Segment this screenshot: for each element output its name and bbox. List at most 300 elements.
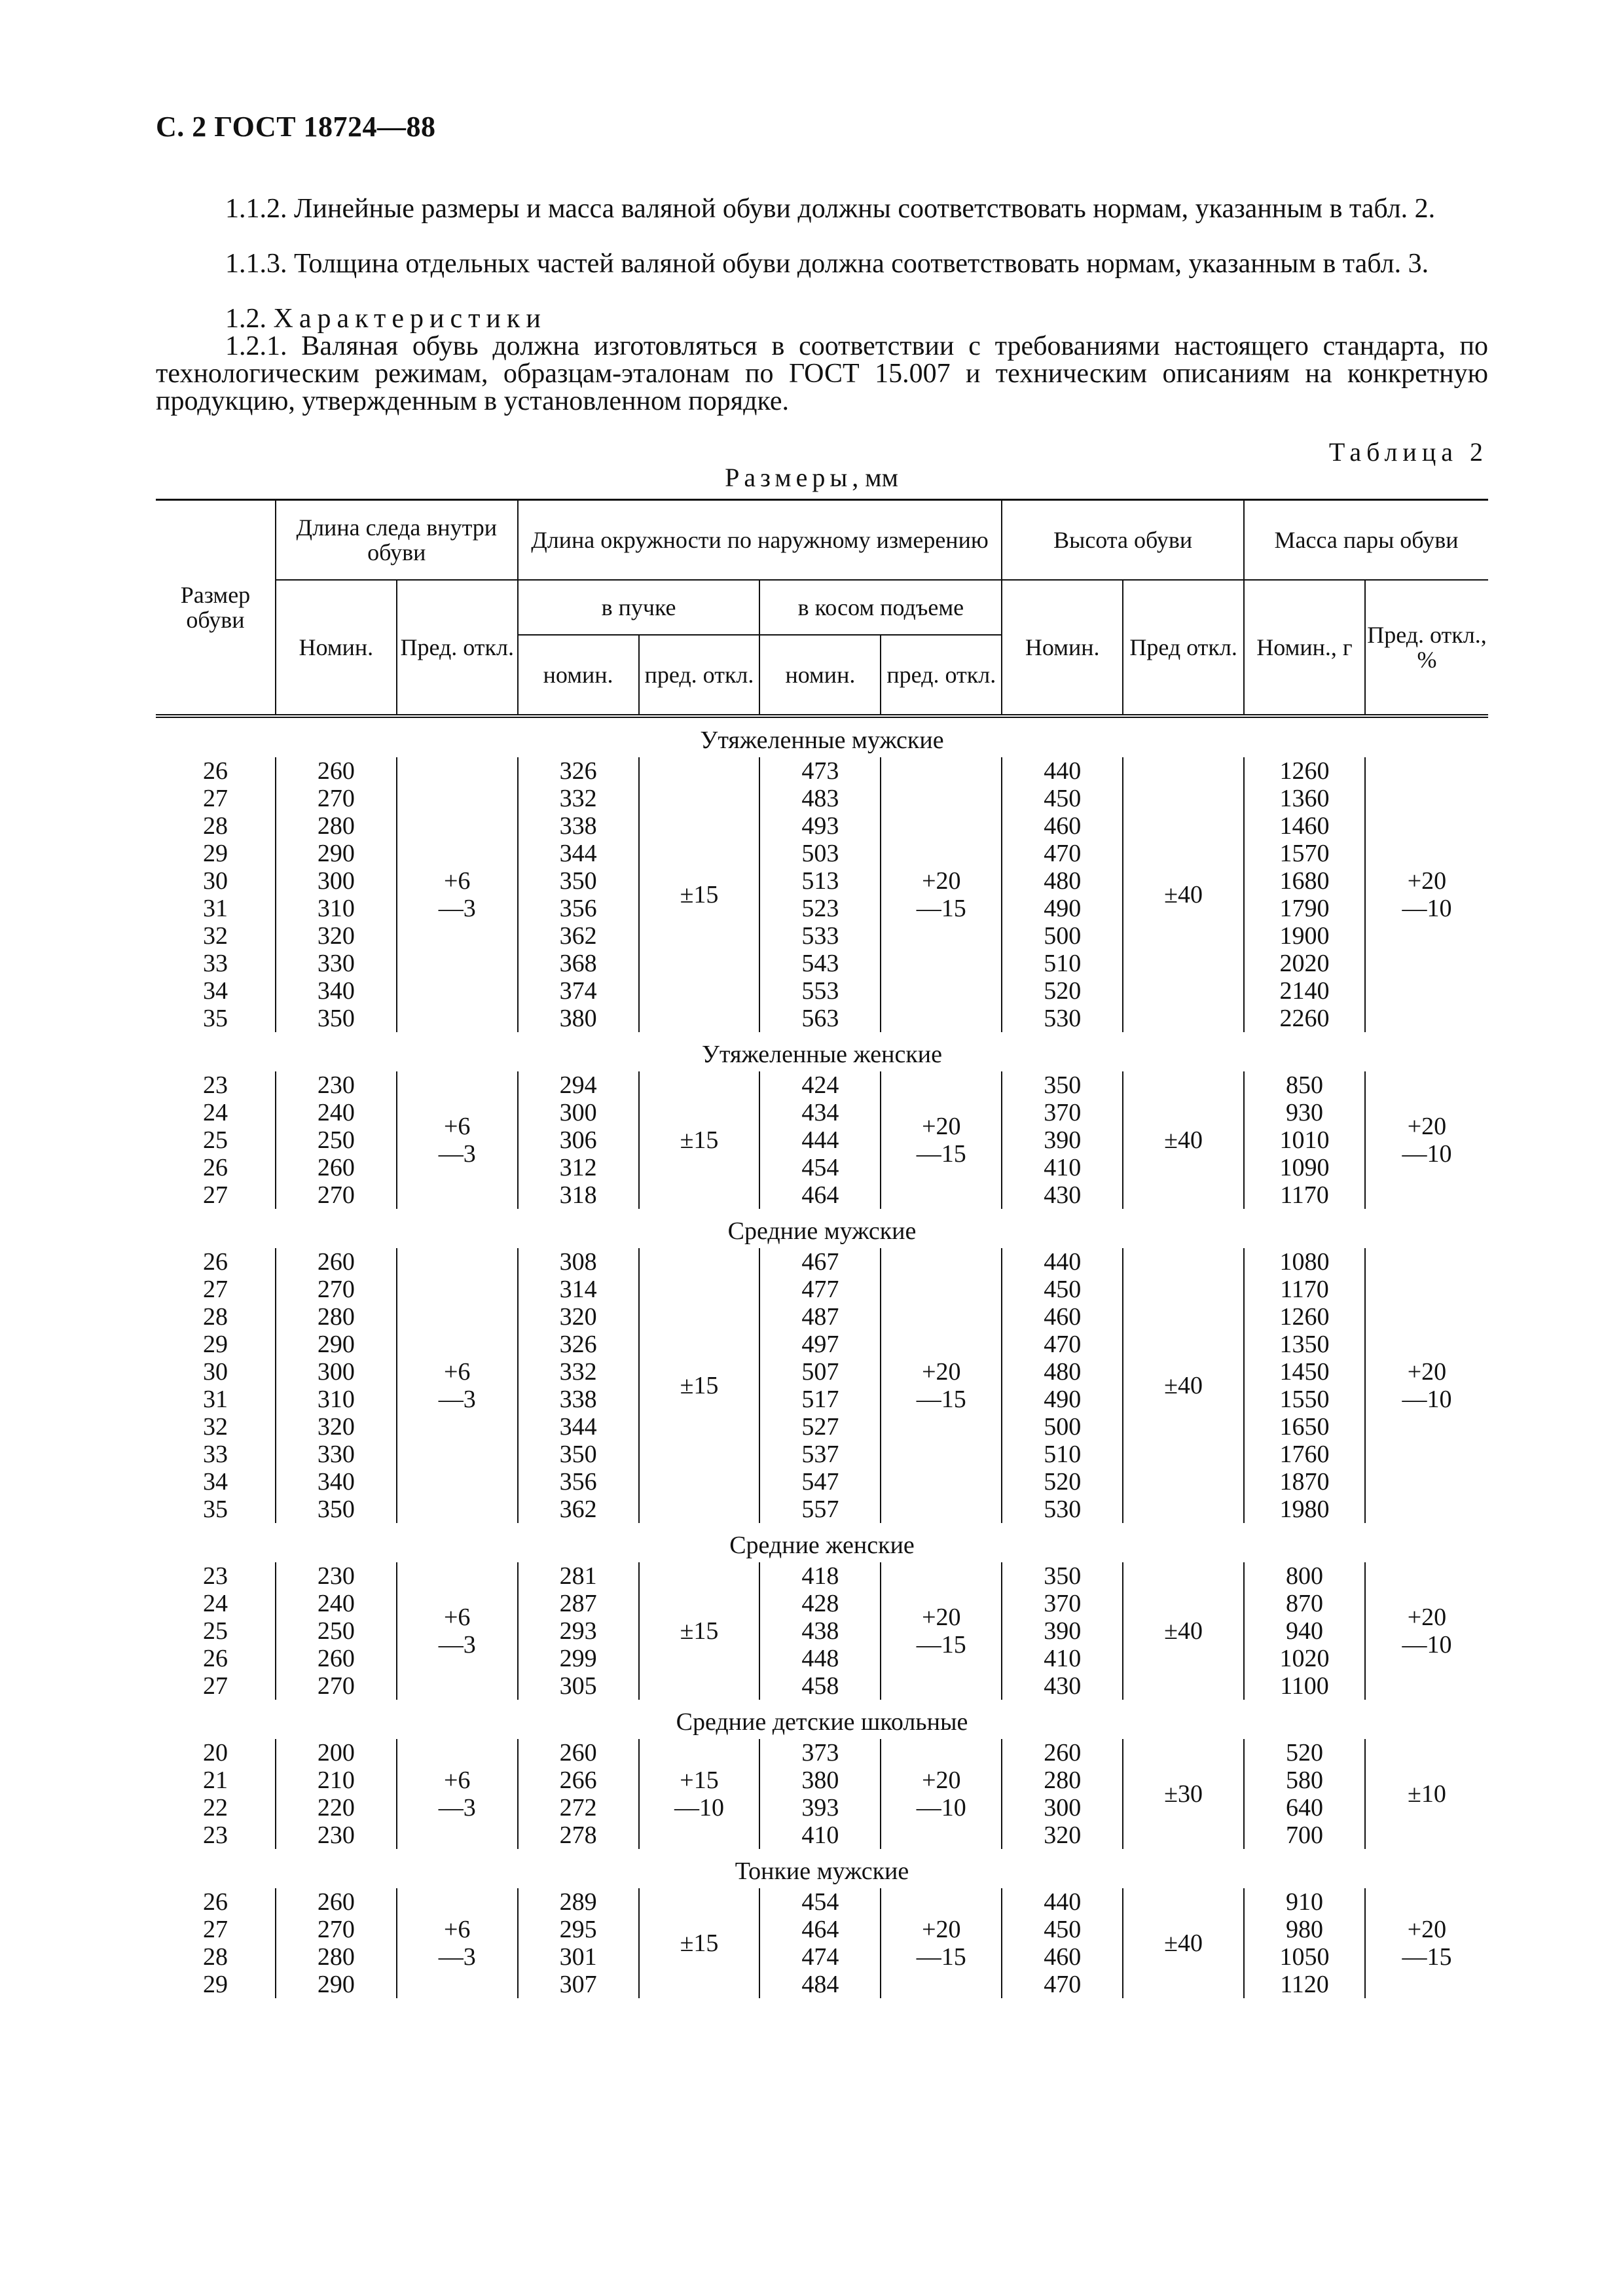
cell-puchok-pred: [639, 1562, 760, 1700]
cell-size: 29: [202, 1971, 228, 1998]
cell-puchok-nomin: 344: [518, 1413, 639, 1441]
cell-kosoy-nomin: 523: [759, 895, 881, 922]
tolerance-value: —3: [438, 1386, 476, 1413]
cell-mass-nomin: 1460: [1244, 812, 1365, 840]
tolerance-value: —10: [916, 1794, 966, 1821]
cell-height-nomin: 530: [1002, 1005, 1123, 1032]
cell-size: 22: [202, 1794, 228, 1821]
cell-kosoy-nomin: 438: [759, 1617, 881, 1645]
cell-size: 27: [202, 1181, 228, 1209]
cell-size: 32: [202, 922, 228, 950]
cell-puchok-nomin: 312: [518, 1154, 639, 1181]
cell-puchok-pred: [639, 757, 760, 1032]
tolerance-value: +20: [1407, 1604, 1447, 1631]
cell-puchok-nomin: 293: [518, 1617, 639, 1645]
tolerance-value: ±15: [680, 1617, 719, 1645]
tolerance-value: +20: [922, 1358, 961, 1386]
table-row: [156, 1617, 1488, 1645]
cell-puchok-nomin: 272: [518, 1794, 639, 1821]
cell-puchok-nomin: 278: [518, 1821, 639, 1849]
cell-puchok-nomin: 362: [518, 1496, 639, 1523]
cell-track-nomin: 270: [276, 1181, 397, 1209]
table-row: [156, 1441, 1488, 1468]
section-title: Тонкие мужские: [735, 1857, 909, 1885]
cell-kosoy-nomin: 448: [759, 1645, 881, 1672]
cell-size: 34: [202, 1468, 228, 1496]
cell-mass-nomin: 580: [1244, 1767, 1365, 1794]
cell-kosoy-pred: [881, 1739, 1002, 1849]
cell-mass-nomin: 1080: [1244, 1248, 1365, 1276]
cell-size: 30: [202, 1358, 228, 1386]
cell-track-nomin: 270: [276, 785, 397, 812]
cell-puchok-nomin: 266: [518, 1767, 639, 1794]
cell-height-nomin: 390: [1002, 1617, 1123, 1645]
cell-kosoy-nomin: 410: [759, 1821, 881, 1849]
section-title: Средние женские: [729, 1532, 915, 1559]
paragraph-1-2-1: 1.2.1. Валяная обувь должна изготовляться в соответствии с требованиями настоящего стандарта, по технологическим режимам, образцам-эталонам по ГОСТ 15.007 и техническим описаниям на конкретную продукцию, утвержденным в установленном порядке.: [156, 331, 1488, 416]
table-row: [156, 1181, 1488, 1209]
cell-puchok-nomin: 350: [518, 867, 639, 895]
tolerance-value: +6: [444, 1916, 471, 1943]
cell-mass-nomin: 940: [1244, 1617, 1365, 1645]
table-row: [156, 1672, 1488, 1700]
subsection-title: Характеристики: [273, 304, 547, 334]
cell-mass-pred: [1365, 1888, 1488, 1998]
tolerance-value: +6: [444, 1358, 471, 1386]
tolerance-value: +6: [444, 1767, 471, 1794]
cell-size: 26: [202, 1154, 228, 1181]
cell-mass-pred: [1365, 1248, 1488, 1523]
cell-kosoy-pred: [881, 757, 1002, 1032]
cell-track-pred: [397, 757, 518, 1032]
table-row: [156, 1126, 1488, 1154]
cell-height-nomin: 430: [1002, 1181, 1123, 1209]
section-title: Средние детские школьные: [676, 1708, 968, 1736]
header-mass-nomin: Номин., г: [1244, 580, 1365, 716]
section-row: [156, 1209, 1488, 1248]
cell-kosoy-pred: [881, 1248, 1002, 1523]
table-row: [156, 1005, 1488, 1032]
tolerance-value: ±15: [680, 881, 719, 908]
cell-puchok-nomin: 307: [518, 1971, 639, 1998]
table-row: [156, 1943, 1488, 1971]
tolerance-value: +20: [922, 1916, 961, 1943]
cell-height-nomin: 480: [1002, 1358, 1123, 1386]
cell-size: 26: [202, 1888, 228, 1916]
cell-track-nomin: 200: [276, 1739, 397, 1767]
cell-size: 24: [202, 1099, 228, 1126]
cell-track-nomin: 330: [276, 950, 397, 977]
cell-mass-nomin: 980: [1244, 1916, 1365, 1943]
section-row: [156, 1523, 1488, 1562]
cell-mass-nomin: 1570: [1244, 840, 1365, 867]
cell-mass-nomin: 870: [1244, 1590, 1365, 1617]
cell-mass-nomin: 1010: [1244, 1126, 1365, 1154]
cell-mass-pred: [1365, 1739, 1488, 1849]
cell-mass-nomin: 1680: [1244, 867, 1365, 895]
tolerance-value: —3: [438, 1943, 476, 1971]
cell-puchok-nomin: 294: [518, 1071, 639, 1099]
tolerance-value: —15: [916, 1943, 966, 1971]
cell-height-pred: [1123, 1739, 1244, 1849]
cell-track-nomin: 240: [276, 1099, 397, 1126]
header-mass: Масса пары обуви: [1244, 500, 1488, 581]
cell-puchok-pred: [639, 1739, 760, 1849]
cell-height-nomin: 320: [1002, 1821, 1123, 1849]
tolerance-value: —10: [1402, 1140, 1452, 1168]
cell-kosoy-pred: [881, 1888, 1002, 1998]
cell-mass-nomin: 1900: [1244, 922, 1365, 950]
cell-mass-nomin: 640: [1244, 1794, 1365, 1821]
table-row: [156, 950, 1488, 977]
cell-mass-nomin: 1170: [1244, 1181, 1365, 1209]
cell-track-nomin: 280: [276, 812, 397, 840]
cell-mass-nomin: 1050: [1244, 1943, 1365, 1971]
cell-track-nomin: 230: [276, 1071, 397, 1099]
tolerance-value: +20: [1407, 867, 1447, 895]
cell-height-nomin: 470: [1002, 1971, 1123, 1998]
cell-size: 23: [202, 1071, 228, 1099]
cell-puchok-nomin: 287: [518, 1590, 639, 1617]
cell-kosoy-nomin: 497: [759, 1331, 881, 1358]
cell-height-nomin: 450: [1002, 1916, 1123, 1943]
tolerance-value: ±40: [1164, 881, 1203, 908]
cell-kosoy-nomin: 507: [759, 1358, 881, 1386]
cell-height-nomin: 460: [1002, 812, 1123, 840]
cell-height-nomin: 440: [1002, 757, 1123, 785]
cell-kosoy-nomin: 393: [759, 1794, 881, 1821]
cell-size: 25: [202, 1617, 228, 1645]
table-row: [156, 1413, 1488, 1441]
cell-height-pred: [1123, 1562, 1244, 1700]
cell-kosoy-nomin: 537: [759, 1441, 881, 1468]
cell-track-nomin: 290: [276, 840, 397, 867]
table-row: [156, 1154, 1488, 1181]
cell-height-pred: [1123, 1071, 1244, 1209]
table-row: [156, 1468, 1488, 1496]
cell-size: 31: [202, 895, 228, 922]
cell-mass-nomin: 800: [1244, 1562, 1365, 1590]
section-row: [156, 716, 1488, 757]
cell-mass-nomin: 1450: [1244, 1358, 1365, 1386]
table-caption: Размеры, мм: [725, 463, 898, 492]
cell-size: 29: [202, 1331, 228, 1358]
table-row: [156, 840, 1488, 867]
cell-kosoy-nomin: 543: [759, 950, 881, 977]
tolerance-value: +6: [444, 1113, 471, 1140]
cell-height-nomin: 430: [1002, 1672, 1123, 1700]
cell-size: 27: [202, 1672, 228, 1700]
cell-height-pred: [1123, 757, 1244, 1032]
cell-track-nomin: 260: [276, 757, 397, 785]
cell-height-nomin: 460: [1002, 1943, 1123, 1971]
cell-mass-nomin: 1650: [1244, 1413, 1365, 1441]
cell-mass-nomin: 1170: [1244, 1276, 1365, 1303]
table-row: [156, 1386, 1488, 1413]
cell-mass-pred: [1365, 1562, 1488, 1700]
cell-puchok-nomin: 356: [518, 1468, 639, 1496]
cell-size: 26: [202, 1645, 228, 1672]
cell-puchok-nomin: 320: [518, 1303, 639, 1331]
table-row: [156, 1071, 1488, 1099]
cell-mass-nomin: 1350: [1244, 1331, 1365, 1358]
cell-track-nomin: 260: [276, 1888, 397, 1916]
cell-track-nomin: 270: [276, 1672, 397, 1700]
cell-kosoy-nomin: 553: [759, 977, 881, 1005]
tolerance-value: ±40: [1164, 1617, 1203, 1645]
table-row: [156, 1331, 1488, 1358]
tolerance-value: —10: [1402, 1386, 1452, 1413]
cell-puchok-nomin: 318: [518, 1181, 639, 1209]
cell-height-nomin: 520: [1002, 1468, 1123, 1496]
cell-mass-pred: [1365, 1071, 1488, 1209]
cell-puchok-nomin: 300: [518, 1099, 639, 1126]
table-row: [156, 785, 1488, 812]
cell-puchok-nomin: 301: [518, 1943, 639, 1971]
cell-kosoy-nomin: 380: [759, 1767, 881, 1794]
cell-track-nomin: 310: [276, 1386, 397, 1413]
cell-kosoy-nomin: 444: [759, 1126, 881, 1154]
table-row: [156, 922, 1488, 950]
cell-size: 25: [202, 1126, 228, 1154]
cell-puchok-nomin: 344: [518, 840, 639, 867]
table-row: [156, 1821, 1488, 1849]
cell-puchok-nomin: 362: [518, 922, 639, 950]
tolerance-value: —15: [1402, 1943, 1452, 1971]
cell-puchok-nomin: 289: [518, 1888, 639, 1916]
cell-kosoy-pred: [881, 1562, 1002, 1700]
header-height: Высота обуви: [1002, 500, 1244, 581]
cell-track-pred: [397, 1739, 518, 1849]
cell-puchok-nomin: 332: [518, 1358, 639, 1386]
cell-mass-nomin: 1090: [1244, 1154, 1365, 1181]
cell-size: 24: [202, 1590, 228, 1617]
table-row: [156, 1794, 1488, 1821]
table-row: [156, 1767, 1488, 1794]
table-row: [156, 867, 1488, 895]
cell-mass-nomin: 1760: [1244, 1441, 1365, 1468]
cell-mass-nomin: 520: [1244, 1739, 1365, 1767]
cell-height-nomin: 410: [1002, 1154, 1123, 1181]
header-size: Размер обуви: [156, 500, 276, 717]
cell-puchok-nomin: 260: [518, 1739, 639, 1767]
tolerance-value: ±10: [1408, 1780, 1446, 1808]
cell-track-nomin: 340: [276, 977, 397, 1005]
cell-mass-nomin: 1260: [1244, 1303, 1365, 1331]
cell-puchok-nomin: 308: [518, 1248, 639, 1276]
cell-size: 28: [202, 812, 228, 840]
cell-size: 21: [202, 1767, 228, 1794]
cell-height-nomin: 350: [1002, 1071, 1123, 1099]
tolerance-value: —15: [916, 1631, 966, 1659]
cell-height-nomin: 410: [1002, 1645, 1123, 1672]
tolerance-value: —15: [916, 895, 966, 922]
cell-track-nomin: 220: [276, 1794, 397, 1821]
header-puchok-nomin: номин.: [518, 635, 639, 716]
cell-track-nomin: 230: [276, 1562, 397, 1590]
section-row: [156, 1032, 1488, 1071]
tolerance-value: ±40: [1164, 1126, 1203, 1154]
cell-kosoy-nomin: 503: [759, 840, 881, 867]
dimensions-table: [156, 499, 1488, 1998]
table-row: [156, 1303, 1488, 1331]
section-row: [156, 1700, 1488, 1739]
cell-track-nomin: 240: [276, 1590, 397, 1617]
subsection-heading: 1.2. Характеристики: [225, 304, 547, 334]
cell-kosoy-nomin: 493: [759, 812, 881, 840]
tolerance-value: +20: [922, 1604, 961, 1631]
cell-track-nomin: 290: [276, 1971, 397, 1998]
cell-size: 28: [202, 1943, 228, 1971]
cell-puchok-nomin: 305: [518, 1672, 639, 1700]
cell-size: 23: [202, 1821, 228, 1849]
tolerance-value: +20: [922, 1113, 961, 1140]
section-row: [156, 1849, 1488, 1888]
header-v-puchke: в пучке: [518, 580, 760, 635]
cell-puchok-nomin: 338: [518, 812, 639, 840]
tolerance-value: +20: [1407, 1358, 1447, 1386]
cell-mass-nomin: 930: [1244, 1099, 1365, 1126]
cell-puchok-nomin: 338: [518, 1386, 639, 1413]
cell-mass-nomin: 850: [1244, 1071, 1365, 1099]
table-row: [156, 1248, 1488, 1276]
cell-track-pred: [397, 1248, 518, 1523]
cell-size: 33: [202, 950, 228, 977]
cell-mass-nomin: 1120: [1244, 1971, 1365, 1998]
cell-kosoy-nomin: 477: [759, 1276, 881, 1303]
cell-kosoy-nomin: 473: [759, 757, 881, 785]
cell-height-nomin: 520: [1002, 977, 1123, 1005]
tolerance-value: —3: [438, 1140, 476, 1168]
table-row: [156, 1645, 1488, 1672]
cell-size: 35: [202, 1496, 228, 1523]
cell-track-nomin: 260: [276, 1154, 397, 1181]
tolerance-value: —15: [916, 1386, 966, 1413]
header-mass-pred: Пред. откл., %: [1365, 580, 1488, 716]
header-height-nomin: Номин.: [1002, 580, 1123, 716]
cell-kosoy-nomin: 418: [759, 1562, 881, 1590]
cell-size: 28: [202, 1303, 228, 1331]
tolerance-value: —15: [916, 1140, 966, 1168]
cell-kosoy-nomin: 483: [759, 785, 881, 812]
table-body: [156, 716, 1488, 1998]
cell-puchok-nomin: 295: [518, 1916, 639, 1943]
cell-track-nomin: 300: [276, 867, 397, 895]
cell-kosoy-nomin: 464: [759, 1916, 881, 1943]
tolerance-value: +20: [922, 867, 961, 895]
tolerance-value: —10: [1402, 895, 1452, 922]
header-track-pred: Пред. откл.: [397, 580, 518, 716]
cell-puchok-nomin: 299: [518, 1645, 639, 1672]
tolerance-value: ±40: [1164, 1929, 1203, 1957]
cell-puchok-nomin: 356: [518, 895, 639, 922]
cell-height-nomin: 470: [1002, 840, 1123, 867]
cell-track-nomin: 320: [276, 1413, 397, 1441]
table-row: [156, 1971, 1488, 1998]
tolerance-value: +15: [680, 1767, 719, 1794]
tolerance-value: +20: [1407, 1916, 1447, 1943]
cell-height-nomin: 390: [1002, 1126, 1123, 1154]
cell-kosoy-nomin: 513: [759, 867, 881, 895]
cell-mass-nomin: 1260: [1244, 757, 1365, 785]
cell-track-nomin: 250: [276, 1126, 397, 1154]
cell-kosoy-nomin: 547: [759, 1468, 881, 1496]
cell-height-nomin: 480: [1002, 867, 1123, 895]
cell-puchok-nomin: 326: [518, 757, 639, 785]
cell-puchok-pred: [639, 1071, 760, 1209]
cell-track-nomin: 340: [276, 1468, 397, 1496]
cell-height-pred: [1123, 1888, 1244, 1998]
cell-size: 27: [202, 1916, 228, 1943]
table-label: Таблица 2: [1328, 437, 1488, 467]
cell-height-nomin: 440: [1002, 1888, 1123, 1916]
cell-size: 34: [202, 977, 228, 1005]
cell-height-nomin: 460: [1002, 1303, 1123, 1331]
cell-mass-nomin: 1360: [1244, 785, 1365, 812]
cell-height-nomin: 490: [1002, 1386, 1123, 1413]
cell-track-nomin: 270: [276, 1276, 397, 1303]
cell-puchok-nomin: 306: [518, 1126, 639, 1154]
cell-puchok-nomin: 380: [518, 1005, 639, 1032]
cell-size: 26: [202, 1248, 228, 1276]
cell-track-nomin: 280: [276, 1303, 397, 1331]
cell-size: 23: [202, 1562, 228, 1590]
cell-track-nomin: 280: [276, 1943, 397, 1971]
paragraph-1-1-3: 1.1.3. Толщина отдельных частей валяной обуви должна соответствовать нормам, указанным в табл. 3.: [225, 249, 1429, 279]
cell-height-nomin: 370: [1002, 1099, 1123, 1126]
tolerance-value: ±30: [1164, 1780, 1203, 1808]
cell-track-pred: [397, 1888, 518, 1998]
cell-track-nomin: 320: [276, 922, 397, 950]
cell-kosoy-pred: [881, 1071, 1002, 1209]
cell-kosoy-nomin: 458: [759, 1672, 881, 1700]
page-header: С. 2 ГОСТ 18724—88: [156, 111, 436, 143]
cell-height-nomin: 350: [1002, 1562, 1123, 1590]
table-row: [156, 977, 1488, 1005]
tolerance-value: +6: [444, 1604, 471, 1631]
cell-mass-nomin: 1550: [1244, 1386, 1365, 1413]
cell-track-nomin: 210: [276, 1767, 397, 1794]
section-title: Утяжеленные женские: [702, 1041, 942, 1068]
cell-track-nomin: 260: [276, 1645, 397, 1672]
cell-mass-nomin: 1020: [1244, 1645, 1365, 1672]
tolerance-value: +20: [1407, 1113, 1447, 1140]
cell-puchok-nomin: 314: [518, 1276, 639, 1303]
cell-kosoy-nomin: 467: [759, 1248, 881, 1276]
cell-height-nomin: 510: [1002, 950, 1123, 977]
cell-kosoy-nomin: 424: [759, 1071, 881, 1099]
cell-height-nomin: 450: [1002, 785, 1123, 812]
table-row: [156, 1739, 1488, 1767]
cell-height-nomin: 260: [1002, 1739, 1123, 1767]
cell-track-pred: [397, 1562, 518, 1700]
cell-puchok-nomin: 332: [518, 785, 639, 812]
cell-size: 29: [202, 840, 228, 867]
cell-track-nomin: 310: [276, 895, 397, 922]
cell-track-nomin: 270: [276, 1916, 397, 1943]
tolerance-value: —10: [1402, 1631, 1452, 1659]
cell-mass-nomin: 700: [1244, 1821, 1365, 1849]
cell-track-nomin: 250: [276, 1617, 397, 1645]
cell-kosoy-nomin: 454: [759, 1154, 881, 1181]
cell-puchok-nomin: 281: [518, 1562, 639, 1590]
cell-kosoy-nomin: 434: [759, 1099, 881, 1126]
cell-height-nomin: 370: [1002, 1590, 1123, 1617]
section-title: Средние мужские: [727, 1217, 917, 1245]
cell-kosoy-nomin: 533: [759, 922, 881, 950]
cell-puchok-nomin: 374: [518, 977, 639, 1005]
cell-kosoy-nomin: 563: [759, 1005, 881, 1032]
